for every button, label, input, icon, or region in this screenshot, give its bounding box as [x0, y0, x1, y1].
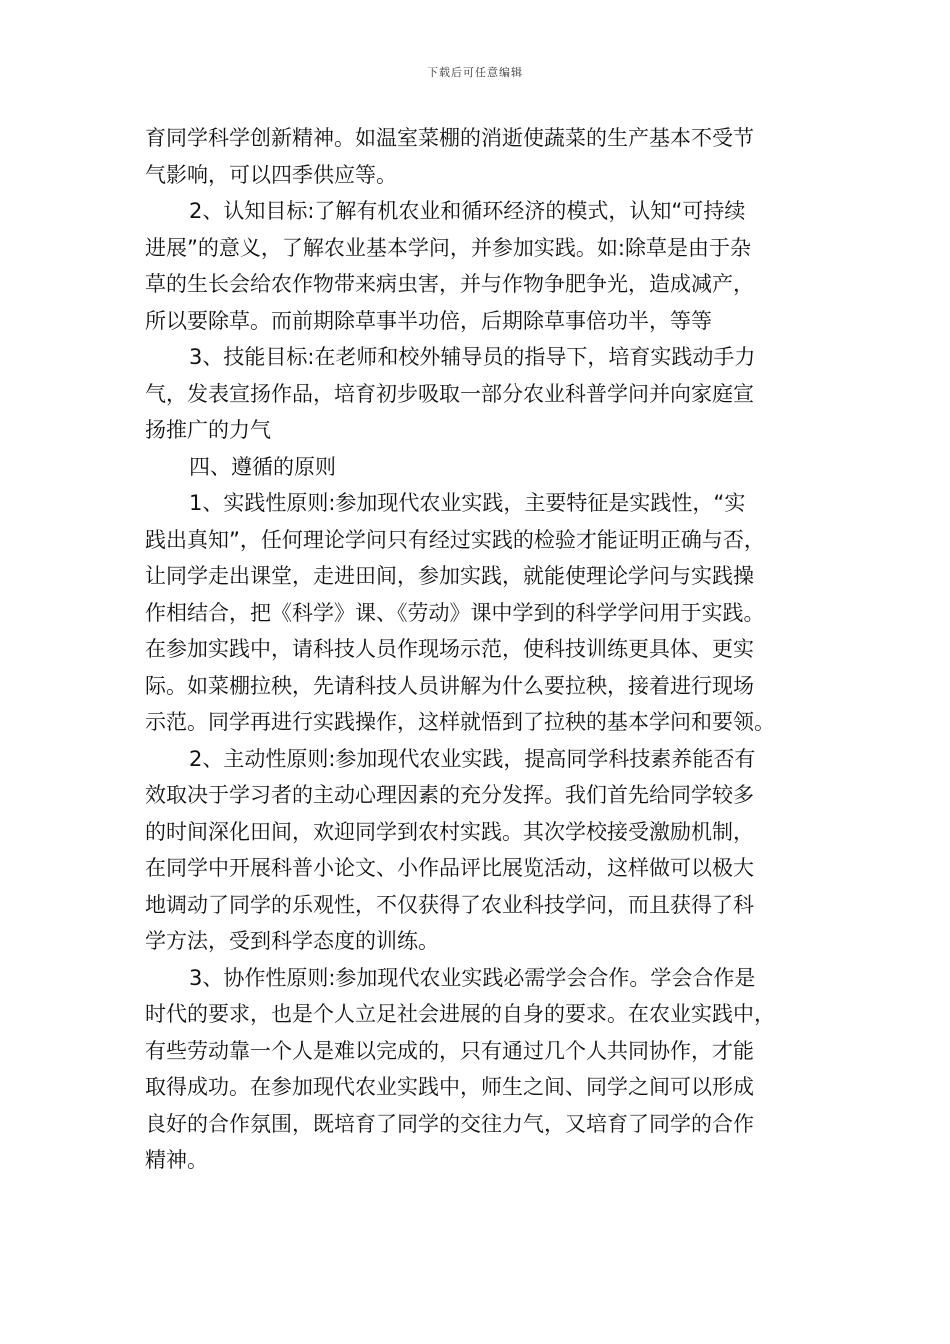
- text-line: 在参加实践中，请科技人员作现场示范，使科技训练更具体、更实: [145, 637, 754, 661]
- text-line: 时代的要求，也是个人立足社会进展的自身的要求。在农业实践中，: [145, 1002, 775, 1026]
- text-line: 取得成功。在参加现代农业实践中，师生之间、同学之间可以形成: [145, 1075, 754, 1099]
- text-line: 作相结合，把《科学》课、《劳动》课中学到的科学学问用于实践。: [145, 600, 765, 625]
- text-line: 效取决于学习者的主动心理因素的充分发挥。我们首先给同学较多: [145, 783, 754, 807]
- text-line: 让同学走出课堂，走进田间，参加实践，就能使理论学问与实践操: [145, 564, 754, 588]
- text-line: 良好的合作氛围，既培育了同学的交往力气，又培育了同学的合作: [145, 1111, 754, 1136]
- text-line: 学方法，受到科学态度的训练。: [145, 929, 439, 953]
- text-line: 所以要除草。而前期除草事半功倍，后期除草事倍功半，等等: [145, 308, 712, 333]
- text-line: 气影响，可以四季供应等。: [145, 162, 397, 187]
- text-line: 草的生长会给农作物带来病虫害，并与作物争肥争光，造成减产，: [145, 272, 754, 296]
- text-line: 育同学科学创新精神。如温室菜棚的消逝使蔬菜的生产基本不受节: [145, 126, 754, 150]
- text-line: 践出真知”，任何理论学问只有经过实践的检验才能证明正确与否，: [145, 527, 765, 552]
- text-line: 2、认知目标:了解有机农业和循环经济的模式，认知“可持续: [189, 199, 746, 223]
- text-line: 有些劳动靠一个人是难以完成的，只有通过几个人共同协作，才能: [145, 1038, 754, 1063]
- page-header: 下载后可任意编辑: [427, 66, 523, 79]
- text-line: 1、实践性原则:参加现代农业实践，主要特征是实践性，“实: [189, 491, 746, 515]
- text-line: 气，发表宣扬作品，培育初步吸取一部分农业科普学问并向家庭宣: [145, 381, 754, 406]
- document-body: [145, 120, 817, 1179]
- text-line: 扬推广的力气: [145, 418, 271, 442]
- text-line: 的时间深化田间，欢迎同学到农村实践。其次学校接受激励机制，: [145, 819, 754, 844]
- text-line: 示范。同学再进行实践操作，这样就悟到了拉秧的基本学问和要领。: [145, 710, 775, 734]
- text-line: 3、协作性原则:参加现代农业实践必需学会合作。学会合作是: [189, 965, 756, 990]
- text-line: 四、遵循的原则: [189, 454, 336, 479]
- text-line: 2、主动性原则:参加现代农业实践，提高同学科技素养能否有: [189, 746, 756, 771]
- text-line: 精神。: [145, 1148, 208, 1172]
- text-line: 际。如菜棚拉秧，先请科技人员讲解为什么要拉秧，接着进行现场: [145, 673, 754, 698]
- text-line: 3、技能目标:在老师和校外辅导员的指导下，培育实践动手力: [189, 345, 756, 369]
- text-line: 进展”的意义，了解农业基本学问，并参加实践。如:除草是由于杂: [145, 235, 751, 260]
- text-line: 地调动了同学的乐观性，不仅获得了农业科技学问，而且获得了科: [145, 892, 754, 917]
- text-line: 在同学中开展科普小论文、小作品评比展览活动，这样做可以极大: [145, 856, 754, 880]
